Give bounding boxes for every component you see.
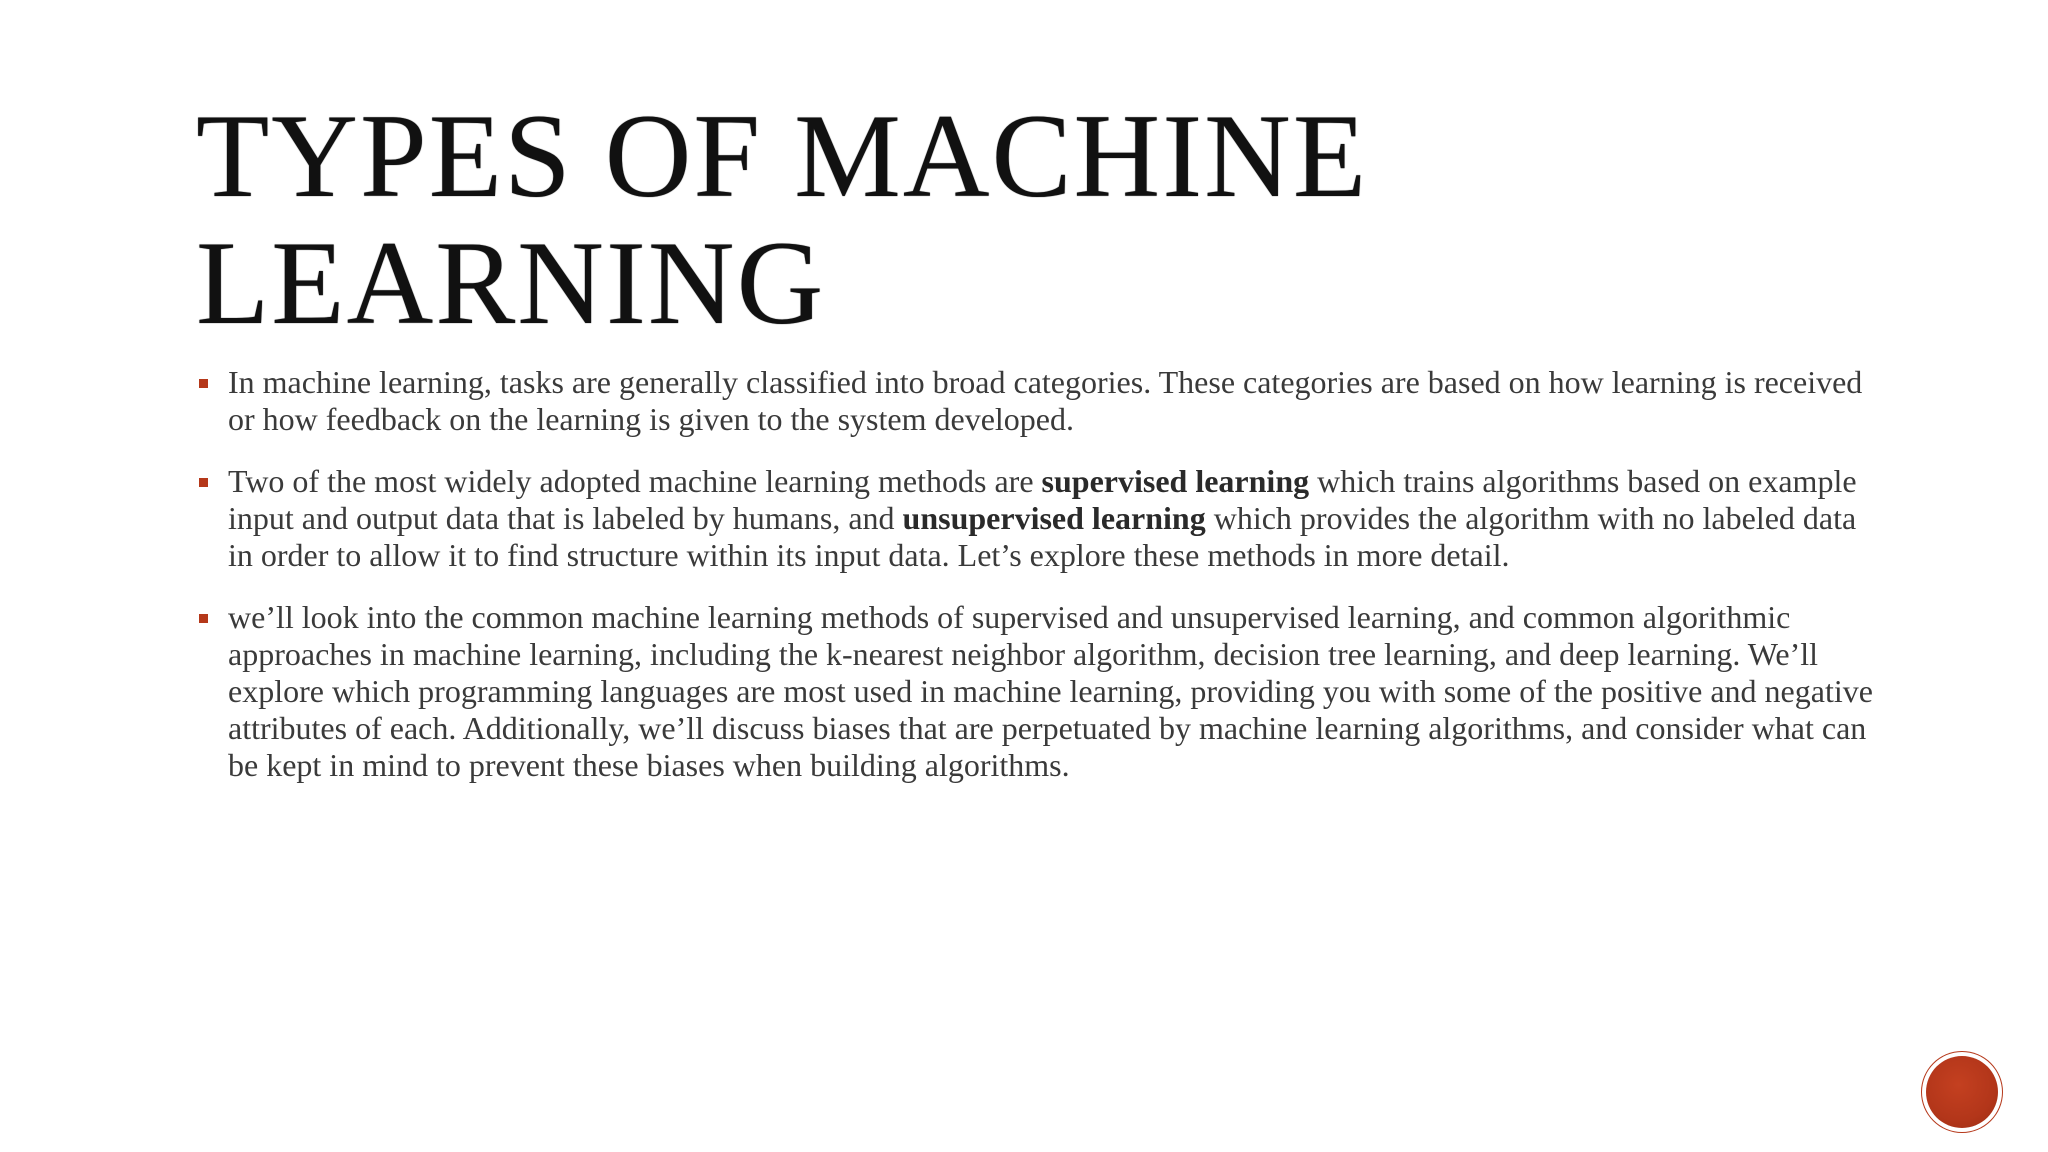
square-bullet-icon — [199, 478, 208, 487]
slide-title — [196, 89, 1696, 349]
bullet-text-part: which trains algorithms based on example input and output data that is labeled by humans, and — [228, 463, 1857, 536]
bullet-text-part: Two of the most widely adopted machine learning methods are — [228, 463, 1042, 499]
red-circle-badge-icon — [1922, 1052, 2002, 1132]
bold-term-supervised-learning: supervised learning — [1041, 463, 1310, 499]
bullet-text: we’ll look into the common machine learning methods of supervised and unsupervised learning, and common algorithmic approaches in machine learning, including the k-nearest neighbor algorithm, decision tree learning, and deep learning. We’ll explore which programming languages are most used in machine learning, providing you with some of the positive and negative attributes of each. Additionally, we’ll discuss biases that are perpetuated by machine learning algorithms, and consider what can be kept in mind to prevent these biases when building algorithms. — [228, 599, 1873, 783]
bullet-item-categories — [196, 364, 1876, 438]
slide-title-line-2: LEARNING — [196, 216, 826, 349]
slide-title-line-1: TYPES OF MACHINE — [196, 89, 1369, 222]
square-bullet-icon — [199, 379, 208, 388]
bullet-item-methods — [196, 463, 1876, 574]
bullet-text: In machine learning, tasks are generally classified into broad categories. These categories are based on how learning is received or how feedback on the learning is given to the system developed. — [228, 364, 1863, 437]
square-bullet-icon — [199, 614, 208, 623]
bullet-item-overview — [196, 599, 1876, 784]
badge-fill — [1926, 1056, 1998, 1128]
bullet-list — [196, 364, 1876, 784]
bullet-text-part: which provides the algorithm with no labeled data in order to allow it to find structure within its input data. Let’s explore these methods in more detail. — [228, 500, 1857, 573]
bold-term-unsupervised-learning: unsupervised learning — [902, 500, 1206, 536]
